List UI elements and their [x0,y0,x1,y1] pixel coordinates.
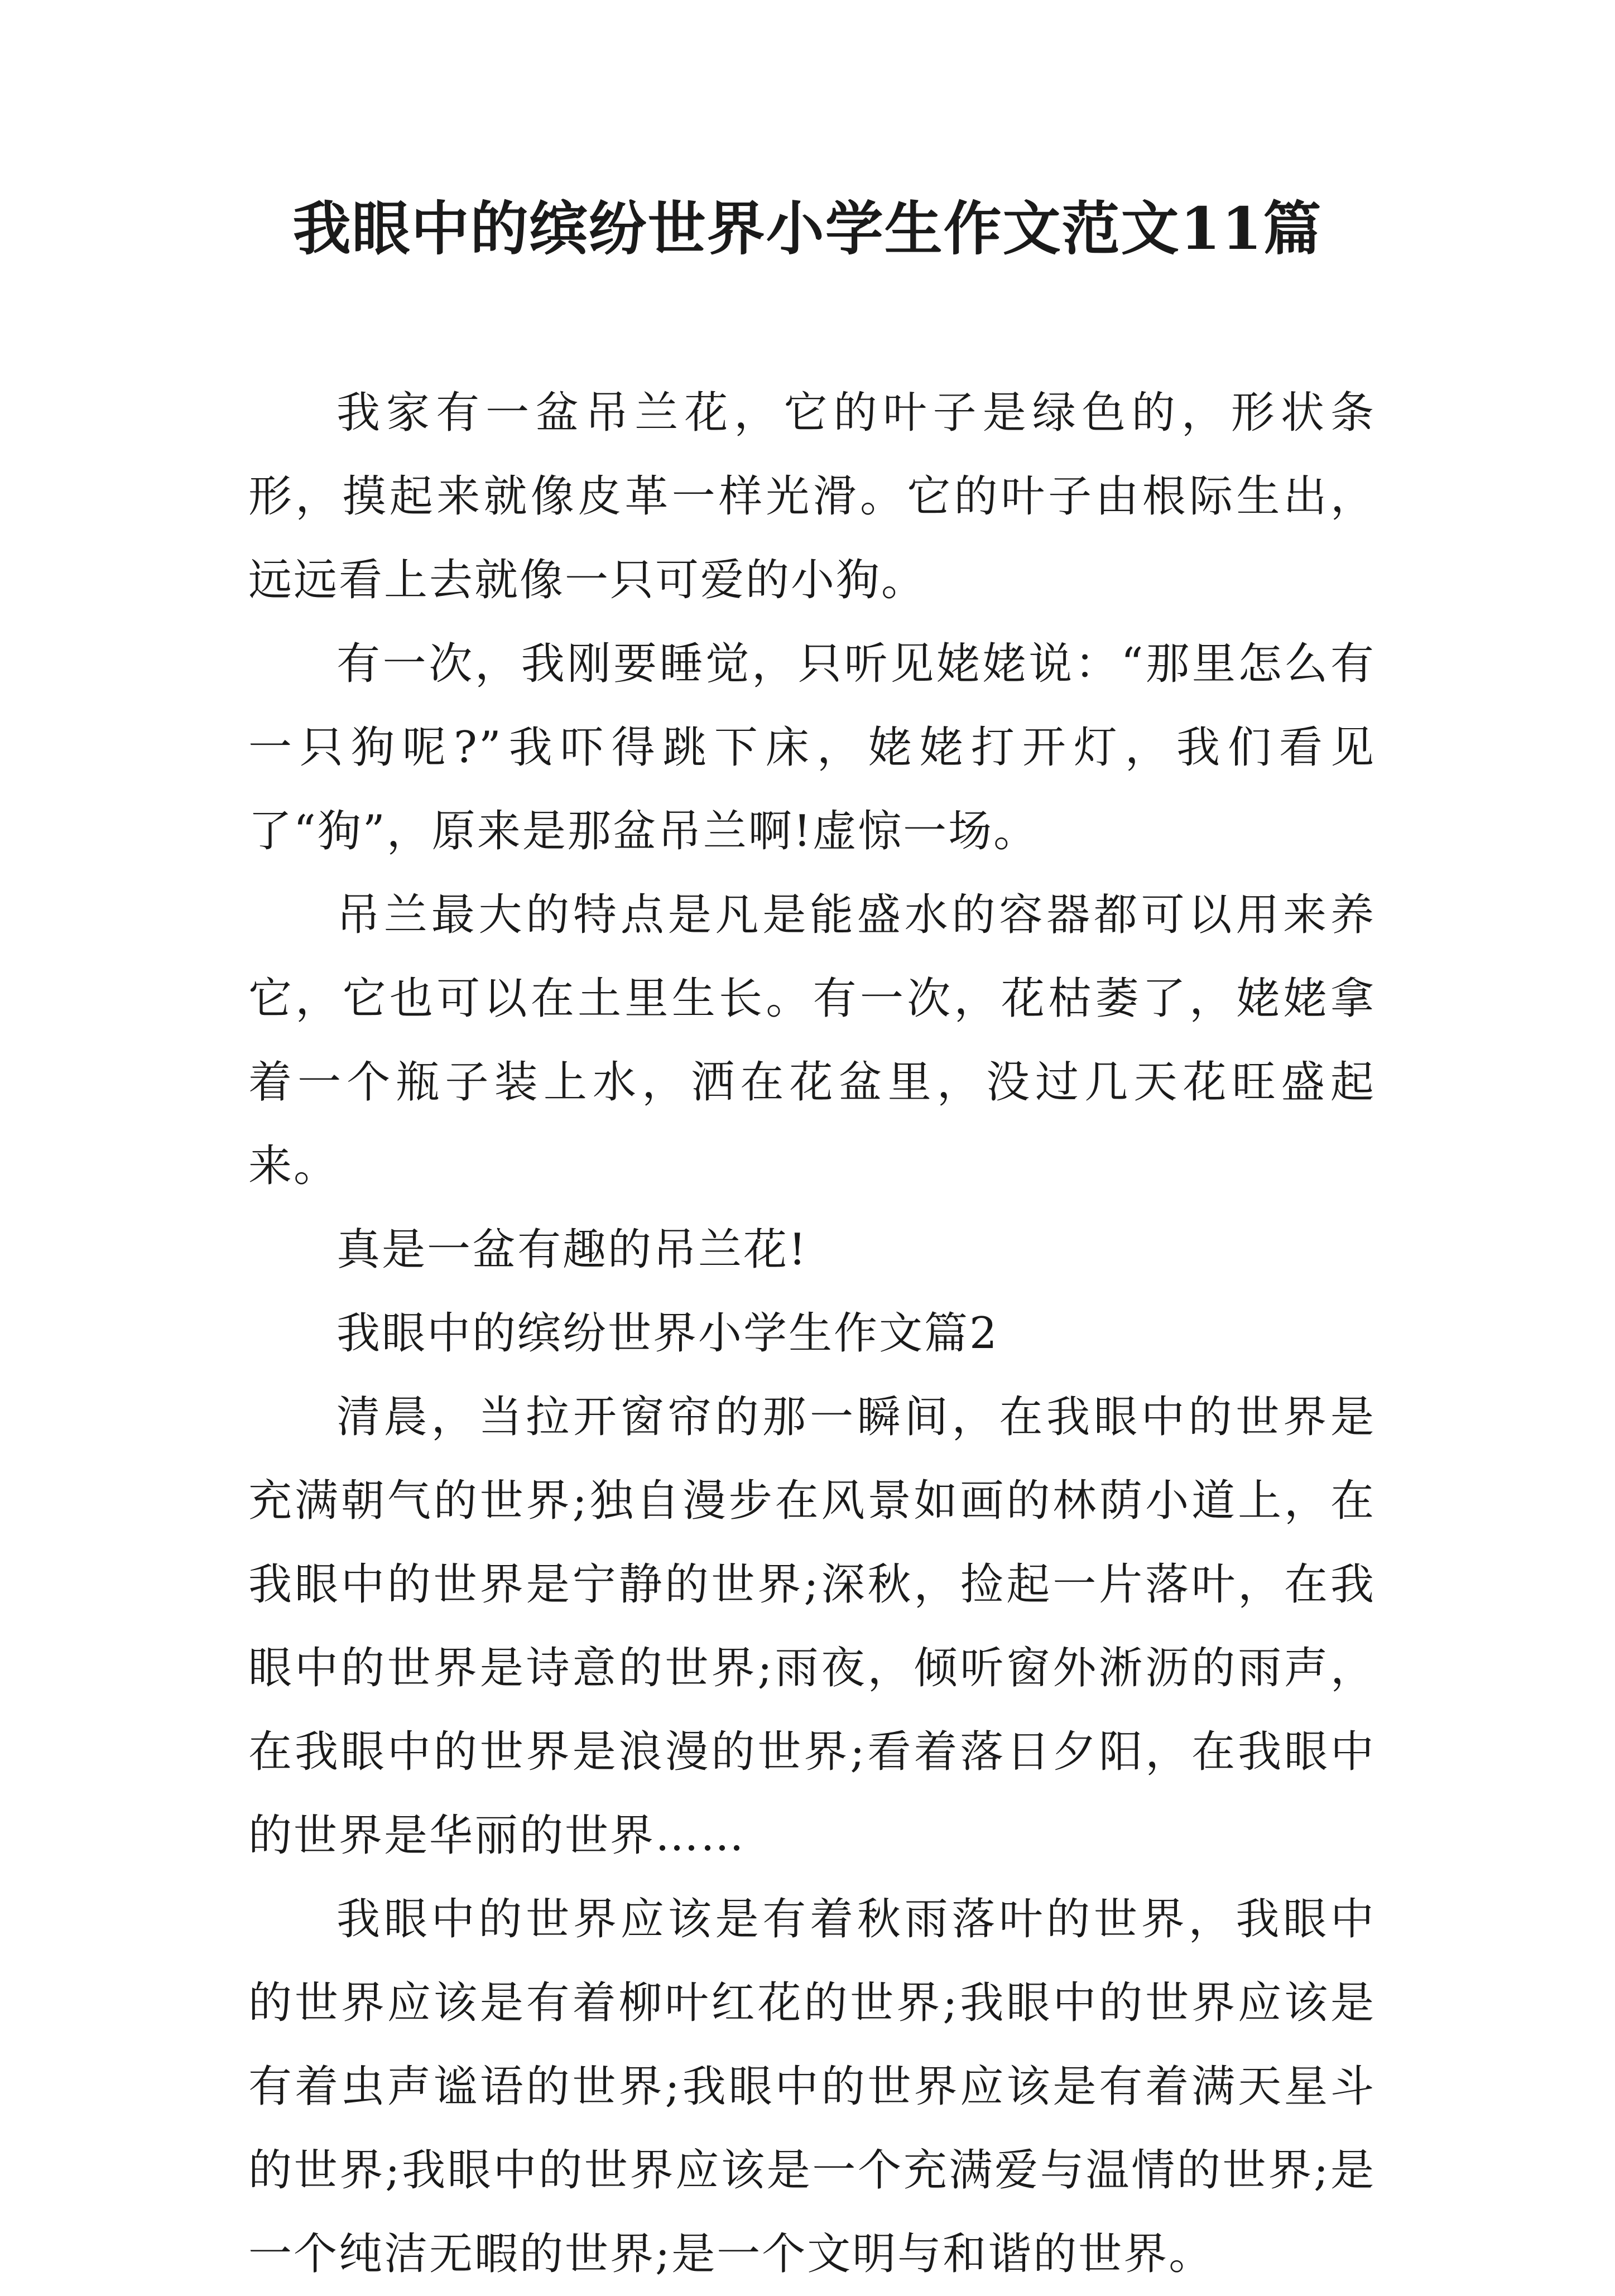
document-title: 我眼中的缤纷世界小学生作文范文11篇 [292,194,1323,263]
paragraph-2: 有一次，我刚要睡觉，只听见姥姥说：“那里怎么有一只狗呢?”我吓得跳下床，姥姥打开灯，我们看见了“狗”，原来是那盆吊兰啊!虚惊一场。 [248,639,1376,856]
paragraph-6: 清晨，当拉开窗帘的那一瞬间，在我眼中的世界是充满朝气的世界;独自漫步在风景如画的林荫小道上，在我眼中的世界是宁静的世界;深秋，捡起一片落叶，在我眼中的世界是诗意的世界;雨夜，倾听窗外淅沥的雨声，在我眼中的世界是浪漫的世界;看着落日夕阳，在我眼中的世界是华丽的世界…… [248,1392,1376,1861]
paragraph-1: 我家有一盆吊兰花，它的叶子是绿色的，形状条形，摸起来就像皮革一样光滑。它的叶子由根际生出，远远看上去就像一只可爱的小狗。 [248,388,1376,605]
paragraph-7: 我眼中的世界应该是有着秋雨落叶的世界，我眼中的世界应该是有着柳叶红花的世界;我眼中的世界应该是有着虫声谧语的世界;我眼中的世界应该是有着满天星斗的世界;我眼中的世界应该是一个充满爱与温情的世界;是一个纯洁无暇的世界;是一个文明与和谐的世界。 [248,1894,1376,2279]
section-heading-2: 我眼中的缤纷世界小学生作文篇2 [337,1308,999,1359]
document-body [248,371,1376,2296]
paragraph-4: 真是一盆有趣的吊兰花! [337,1225,808,1275]
paragraph-3: 吊兰最大的特点是凡是能盛水的容器都可以用来养它，它也可以在土里生长。有一次，花枯萎了，姥姥拿着一个瓶子装上水，洒在花盆里，没过几天花旺盛起来。 [248,890,1376,1191]
